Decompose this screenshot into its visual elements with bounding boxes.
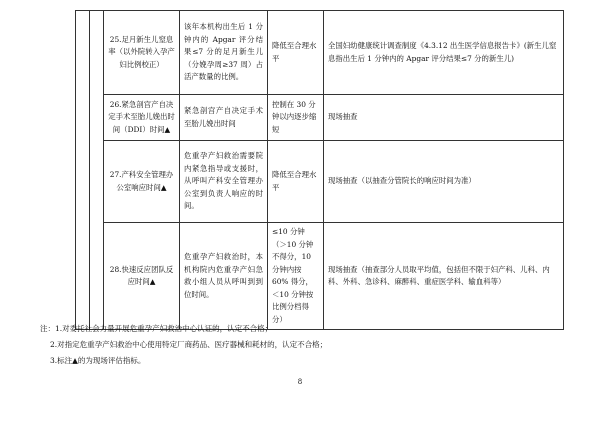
footnote-line: 3.标注▲的为现场评估指标。 <box>50 356 146 365</box>
definition-cell: 危重孕产妇救治时，本机构院内危重孕产妇急救小组人员从呼叫到到位时间。 <box>180 223 268 330</box>
source-cell: 全国妇幼健康统计调查制度《4.3.12 出生医学信息报告卡》(新生儿窒息指出生后 1 分钟内的 Apgar 评分结果≤7 分的新生儿) <box>324 11 564 95</box>
direction-cell: 控制在 30 分钟以内逐步缩短 <box>268 95 324 141</box>
indicator-name-cell: 25.足月新生儿窒息率（以外院转入孕产妇比例校正） <box>104 11 180 95</box>
indicator-name-cell: 28.快速反应团队反应时间▲ <box>104 223 180 330</box>
table-row <box>76 95 564 141</box>
footnotes <box>40 321 580 369</box>
definition-cell: 该年本机构出生后 1 分钟内的 Apgar 评分结果≤7 分的足月新生儿（分娩孕周≥37 周）占活产数量的比例。 <box>180 11 268 95</box>
source-cell: 现场抽查（抽查部分人员取平均值，包括但不限于妇产科、儿科、内科、外科、急诊科、麻醉科、重症医学科、输血科等） <box>324 223 564 330</box>
footnote-line: 注：1.对委托社会力量开展危重孕产妇救治中心认证的，认定不合格； <box>40 324 273 333</box>
direction-cell: ≤10 分钟（＞10 分钟不得分，10 分钟内按 60% 得分，＜10 分钟按比例分档得分） <box>268 223 324 330</box>
footnote-line: 2.对指定危重孕产妇救治中心使用特定厂商药品、医疗器械和耗材的，认定不合格； <box>50 340 328 349</box>
definition-cell: 紧急剖宫产自决定手术至胎儿娩出时间 <box>180 95 268 141</box>
direction-cell: 降低至合理水平 <box>268 141 324 223</box>
table-row <box>76 141 564 223</box>
source-cell: 现场抽查（以抽查分管院长的响应时间为准） <box>324 141 564 223</box>
direction-cell: 降低至合理水平 <box>268 11 324 95</box>
page-number: 8 <box>297 378 303 386</box>
indicator-table <box>75 10 564 330</box>
definition-cell: 危重孕产妇救治需要院内紧急指导或支援时，从呼叫产科安全管理办公室到负责人响应的时间。 <box>180 141 268 223</box>
source-cell: 现场抽查 <box>324 95 564 141</box>
table-row <box>76 11 564 95</box>
subcategory-cell <box>90 11 104 330</box>
indicator-name-cell: 27.产科安全管理办公室响应时间▲ <box>104 141 180 223</box>
category-cell <box>76 11 90 330</box>
indicator-name-cell: 26.紧急剖宫产自决定手术至胎儿娩出时间（DDI）时间▲ <box>104 95 180 141</box>
table-row <box>76 223 564 330</box>
